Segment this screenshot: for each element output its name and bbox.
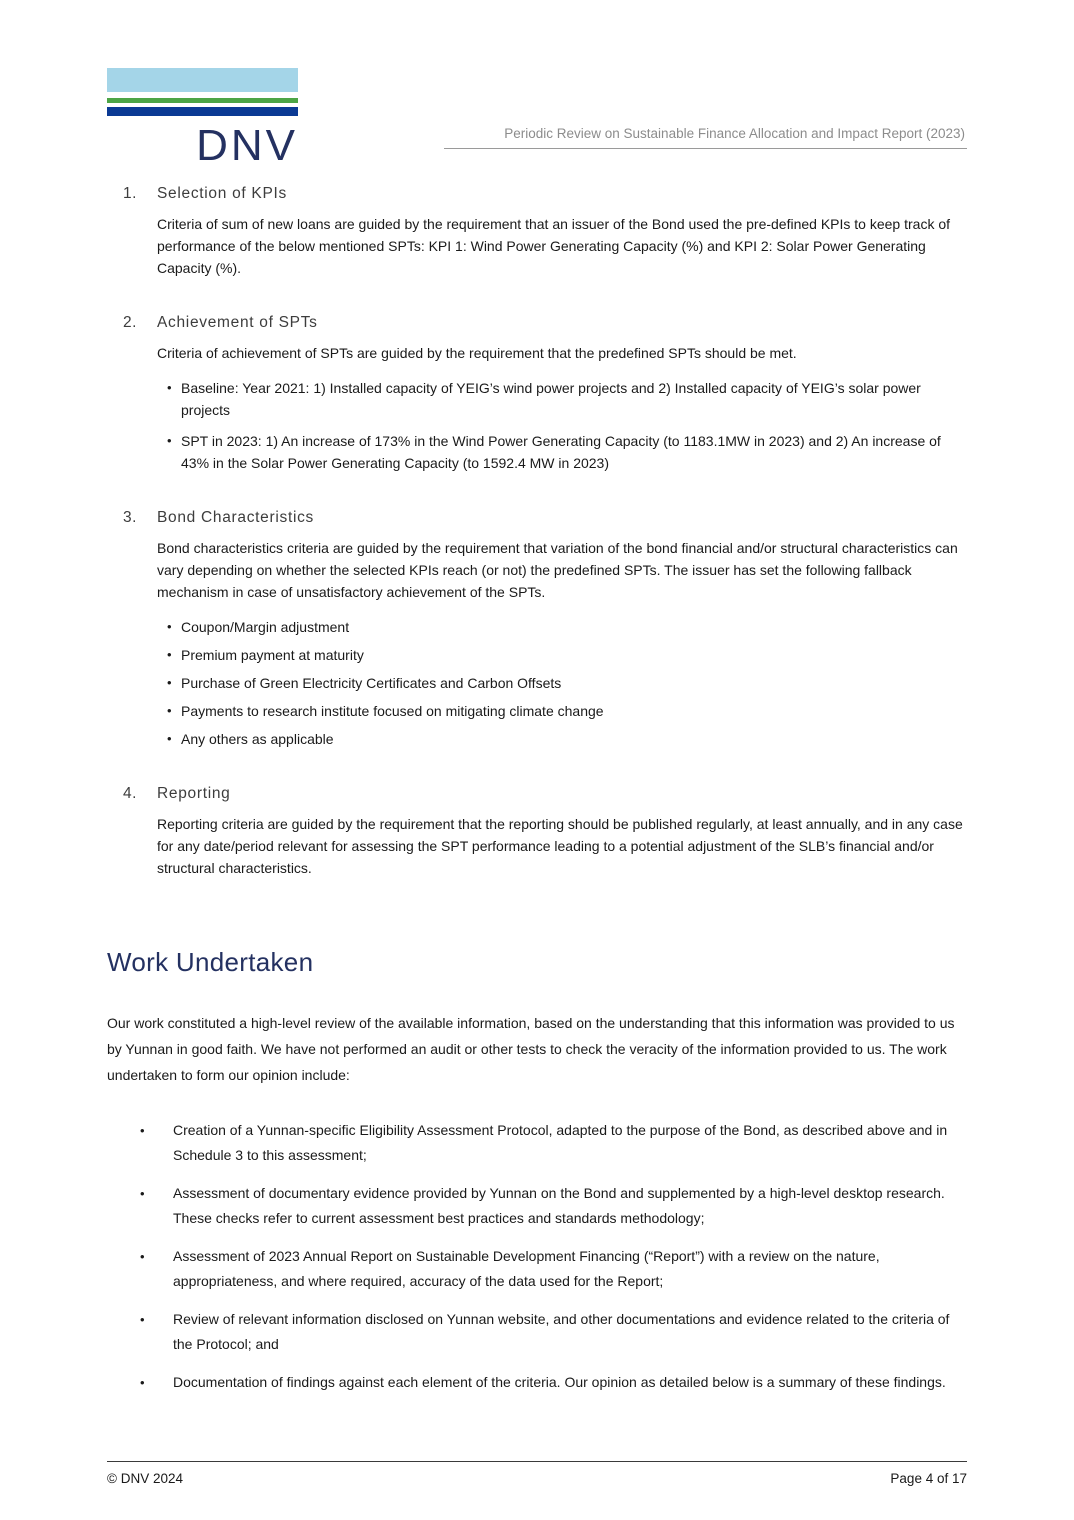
logo-bar-light-blue [107, 68, 298, 92]
logo-bar-green [107, 98, 298, 103]
section-body [157, 342, 967, 474]
footer-copyright: © DNV 2024 [107, 1471, 183, 1486]
bullet-item: • SPT in 2023: 1) An increase of 173% in the Wind Power Generating Capacity (to 1183.1MW in 2023) and 2) An increase of 43% in the Solar Power Generating Capacity (to 1592.4 MW in 2023) [157, 430, 967, 474]
section-heading-row [123, 509, 967, 527]
section-paragraph: Reporting criteria are guided by the requirement that the reporting should be published regularly, at least annually, and in any case for any date/period relevant for assessing the SPT performance leading to a potential adjustment of the SLB’s financial and/or structural characteristics. [157, 816, 963, 876]
section-bullet-list [157, 377, 967, 474]
logo-wordmark: DNV [196, 121, 298, 170]
section-number: 4. [123, 785, 137, 802]
bullet-item: • Assessment of documentary evidence provided by Yunnan on the Bond and supplemented by a high-level desktop research. These checks refer to current assessment best practices and standards methodology; [107, 1181, 967, 1231]
section-number: 2. [123, 314, 137, 331]
bullet-item: • Any others as applicable [157, 728, 967, 750]
section-heading-row [123, 785, 967, 803]
bullet-item: • Review of relevant information disclosed on Yunnan website, and other documentations and evidence related to the criteria of the Protocol; and [107, 1307, 967, 1357]
section-bond-characteristics [123, 509, 967, 750]
section-reporting [123, 785, 967, 879]
section-body [157, 813, 967, 879]
section-heading-row [123, 185, 967, 203]
section-body [157, 213, 967, 279]
section-number: 3. [123, 509, 137, 526]
work-undertaken-intro: Our work constituted a high-level review of the available information, based on the understanding that this information was provided to us by Yunnan in good faith. We have not performed an audit or other tests to check the veracity of the information provided to us. The work undertaken to form our opinion include: [107, 1015, 955, 1083]
section-selection-of-kpis [123, 185, 967, 279]
page-footer [107, 1461, 967, 1486]
page-content [107, 185, 967, 1408]
section-body [157, 537, 967, 750]
work-undertaken-heading: Work Undertaken [107, 947, 314, 977]
section-paragraph: Bond characteristics criteria are guided by the requirement that variation of the bond financial and/or structural characteristics can vary depending on whether the selected KPIs reach (or not) the predefined SPTs. The issuer has set the following fallback mechanism in case of unsatisfactory achievement of the SPTs. [157, 540, 958, 600]
bullet-item: • Payments to research institute focused on mitigating climate change [157, 700, 967, 722]
section-heading-row [123, 314, 967, 332]
bullet-item: • Purchase of Green Electricity Certificates and Carbon Offsets [157, 672, 967, 694]
section-title: Bond Characteristics [157, 509, 315, 526]
bullet-item: • Coupon/Margin adjustment [157, 616, 967, 638]
section-paragraph: Criteria of sum of new loans are guided by the requirement that an issuer of the Bond used the pre-defined KPIs to keep track of performance of the below mentioned SPTs: KPI 1: Wind Power Generating Capacity (%) and KPI 2: Solar Power Generating Capacity (%). [157, 216, 951, 276]
section-title: Reporting [157, 785, 231, 802]
section-title: Selection of KPIs [157, 185, 287, 202]
section-achievement-of-spts [123, 314, 967, 474]
section-number: 1. [123, 185, 137, 202]
bullet-item: • Assessment of 2023 Annual Report on Sustainable Development Financing (“Report”) with a review on the nature, appropriateness, and where required, accuracy of the data used for the Report; [107, 1244, 967, 1294]
footer-page-number: Page 4 of 17 [890, 1471, 967, 1486]
bullet-item: • Baseline: Year 2021: 1) Installed capacity of YEIG’s wind power projects and 2) Installed capacity of YEIG’s solar power projects [157, 377, 967, 421]
section-title: Achievement of SPTs [157, 314, 318, 331]
bullet-item: • Premium payment at maturity [157, 644, 967, 666]
running-header-title: Periodic Review on Sustainable Finance Allocation and Impact Report (2023) [444, 126, 967, 149]
logo-bar-dark-blue [107, 107, 298, 116]
section-paragraph: Criteria of achievement of SPTs are guided by the requirement that the predefined SPTs should be met. [157, 345, 797, 361]
work-undertaken-bullet-list [107, 1118, 967, 1395]
dnv-logo [107, 68, 298, 168]
bullet-item: • Documentation of findings against each element of the criteria. Our opinion as detailed below is a summary of these findings. [107, 1370, 967, 1395]
bullet-item: • Creation of a Yunnan-specific Eligibility Assessment Protocol, adapted to the purpose of the Bond, as described above and in Schedule 3 to this assessment; [107, 1118, 967, 1168]
section-bullet-list [157, 616, 967, 750]
